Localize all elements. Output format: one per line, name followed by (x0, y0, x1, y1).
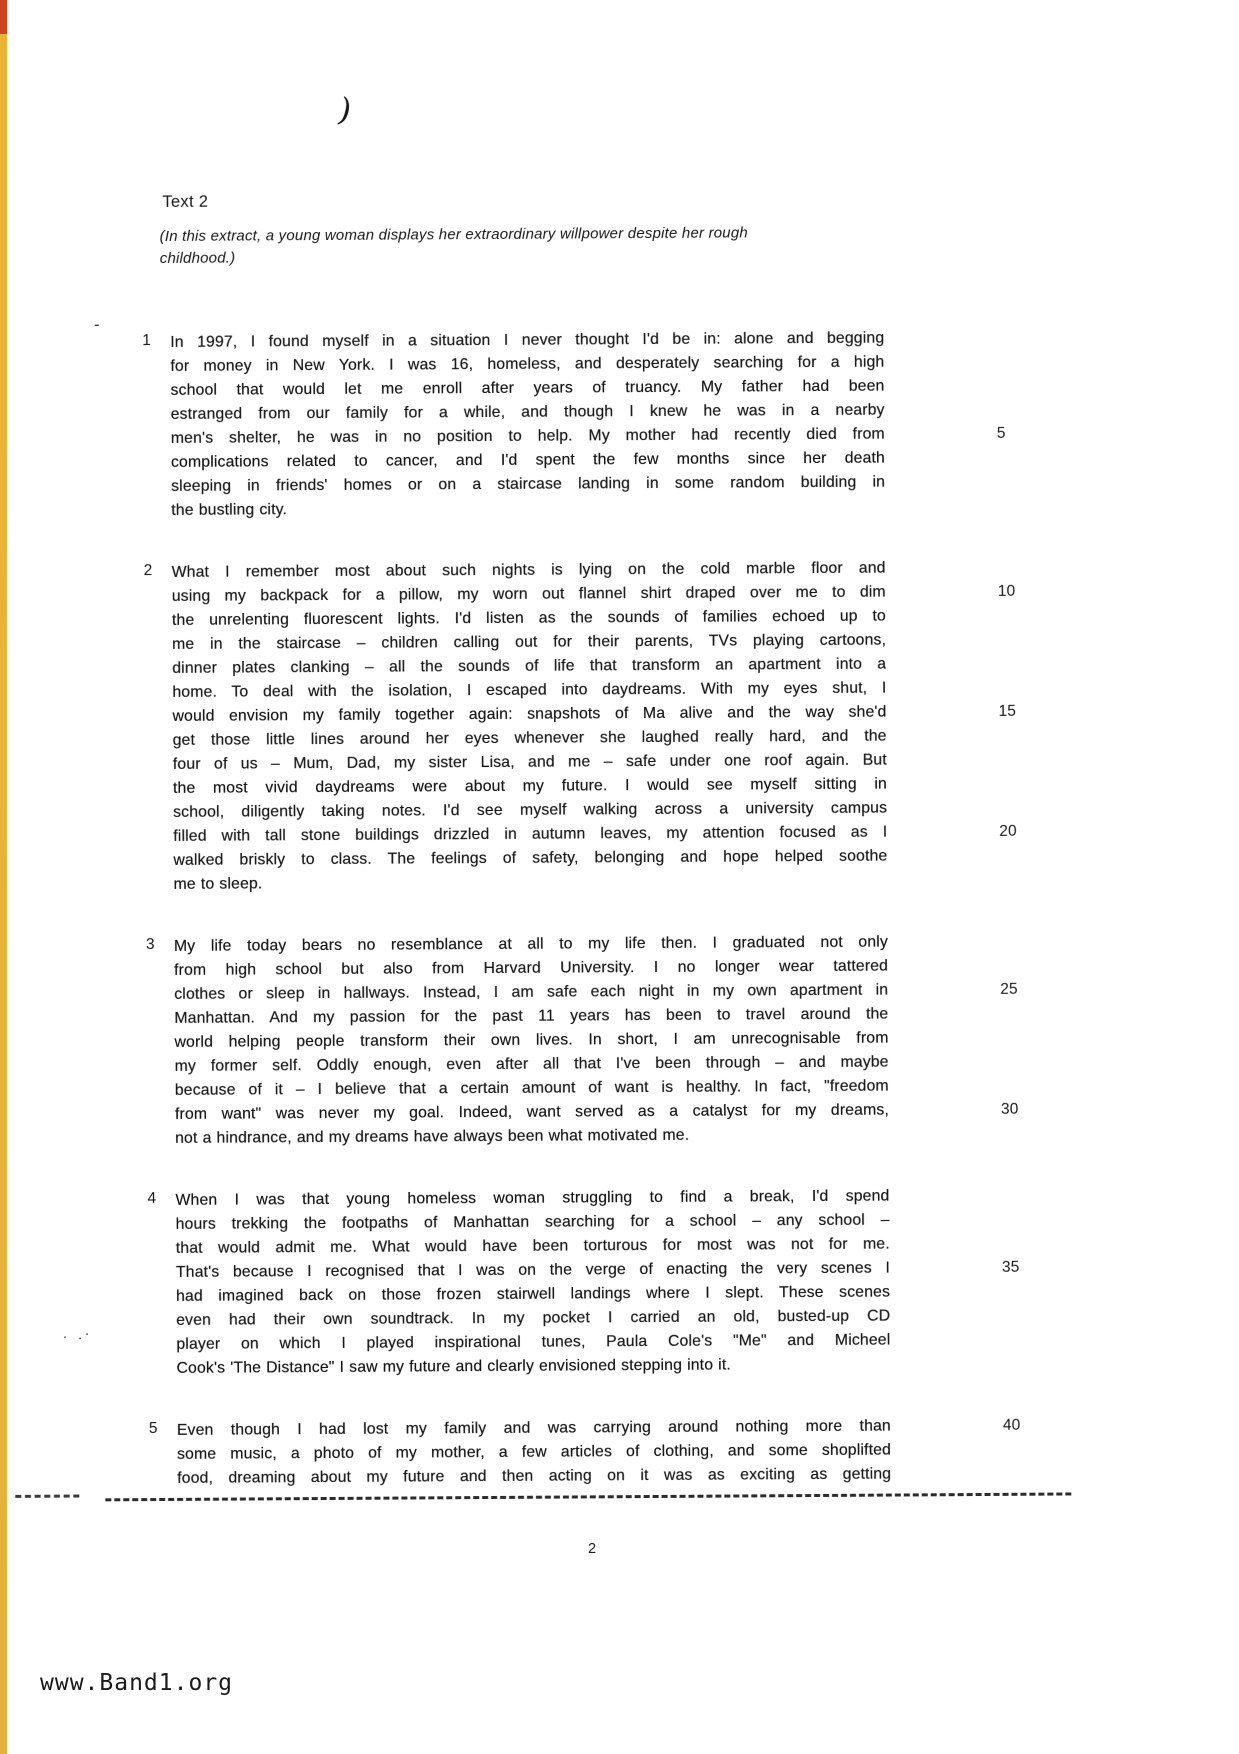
text-line: world helping people transform their own lives. In short, I am unrecognisable from (174, 1029, 889, 1051)
margin-line-number: 15 (998, 702, 1017, 720)
text-line: Manhattan. And my passion for the past 11 years has been to travel around the (174, 1005, 889, 1027)
text-line: player on which I played inspirational tunes, Paula Cole's "Me" and Micheel (176, 1331, 891, 1353)
text-line: the most vivid daydreams were about my future. I would see myself sitting in (172, 775, 888, 797)
paragraph (144, 556, 1046, 897)
paragraph-lines (175, 1185, 1020, 1381)
margin-line-number: 20 (999, 822, 1017, 840)
text-line: the unrelenting fluorescent lights. I'd listen as the sounds of families echoed up to (171, 607, 886, 629)
text-line: me in the staircase – children calling out for their parents, TVs playing cartoons, (172, 631, 887, 653)
stray-margin-dash: - (94, 316, 100, 334)
text-line: my former self. Oddly enough, even after all that I've been through – and maybe (174, 1053, 889, 1075)
passage-body (142, 326, 1049, 1529)
text-line: walked briskly to class. The feelings of safety, belonging and hope helped soothe (173, 847, 888, 869)
text-line: estranged from our family for a while, and though I knew he was in a nearby (170, 401, 885, 423)
paragraph-lines (176, 1415, 1021, 1491)
margin-line-number: 25 (1000, 980, 1018, 998)
margin-line-number: 35 (1001, 1258, 1020, 1276)
text-line: would envision my family together again: snapshots of Ma alive and the way she'd 15 (172, 701, 886, 729)
text-line: school, diligently taking notes. I'd see myself walking across a university campus (173, 799, 888, 821)
paragraph (142, 326, 1043, 523)
intro-line: childhood.) (159, 249, 236, 267)
margin-line-number: 30 (1000, 1100, 1019, 1118)
text-line: What I remember most about such nights is lying on the cold marble floor and (171, 559, 886, 581)
text-line: for money in New York. I was 16, homeless, and desperately searching for a high (170, 353, 885, 375)
text-line: from want" was never my goal. Indeed, want served as a catalyst for my dreams, 30 (175, 1099, 889, 1127)
paragraph-lines (171, 557, 1017, 897)
paragraph-lines (170, 327, 1006, 523)
text-line: school that would let me enroll after years of truancy. My father had been (170, 377, 885, 399)
margin-line-number: 40 (1002, 1416, 1021, 1434)
text-line: Cook's 'The Distance" I saw my future and clearly envisioned stepping into it. (176, 1356, 731, 1377)
page-title: Text 2 (162, 192, 209, 211)
stray-pen-mark: ) (334, 89, 356, 130)
text-line: That's because I recognised that I was on the verge of enacting the very scenes I 35 (176, 1257, 890, 1285)
text-line: dinner plates clanking – all the sounds of life that transform an apartment into a (172, 655, 887, 677)
text-line: get those little lines around her eyes whenever she laughed really hard, and the (172, 727, 887, 749)
paragraph-number: 1 (142, 332, 151, 350)
text-line: clothes or sleep in hallways. Instead, I am safe each night in my own apartment in 25 (174, 979, 888, 1007)
text-line: hours trekking the footpaths of Manhattan searching for a school – any school – (175, 1211, 890, 1233)
text-line: not a hindrance, and my dreams have always been what motivated me. (175, 1126, 690, 1147)
intro-text (160, 222, 749, 269)
paragraph-number: 4 (147, 1190, 157, 1208)
text-line: Even though I had lost my family and was carrying around nothing more than 40 (177, 1415, 891, 1443)
text-line: that would admit me. What would have been torturous for most was not for me. (175, 1235, 890, 1257)
paragraph (147, 1184, 1048, 1381)
intro-line: (In this extract, a young woman displays her extraordinary willpower despite her rough (159, 224, 748, 246)
text-line: food, dreaming about my future and then acting on it was as exciting as getting (177, 1465, 892, 1487)
paragraph-number: 3 (145, 936, 155, 954)
paragraph (146, 930, 1047, 1151)
watermark-url: www.Band1.org (40, 1670, 234, 1696)
cutoff-dashed-line-left (15, 1495, 79, 1498)
paragraph-lines (173, 931, 1019, 1151)
text-line: using my backpack for a pillow, my worn out flannel shirt draped over me to dim 10 (172, 581, 886, 609)
text-line: some music, a photo of my mother, a few articles of clothing, and some shoplifted (177, 1441, 892, 1463)
text-line: had imagined back on those frozen stairwell landings where I slept. These scenes (176, 1283, 891, 1305)
paragraph-number: 2 (143, 562, 153, 580)
text-line: sleeping in friends' homes or on a staircase landing in some random building in (171, 473, 886, 495)
page-number: 2 (588, 1541, 597, 1557)
margin-line-number: 5 (996, 424, 1006, 442)
paragraph-number: 5 (148, 1420, 158, 1438)
text-line: home. To deal with the isolation, I escaped into daydreams. With my eyes shut, I (172, 679, 887, 701)
stray-marks: · .· (61, 1324, 94, 1346)
text-line: from high school but also from Harvard University. I no longer wear tattered (174, 957, 889, 979)
text-line: filled with tall stone buildings drizzled in autumn leaves, my attention focused as I 20 (173, 821, 887, 849)
text-line: the bustling city. (171, 501, 288, 519)
paragraph (149, 1414, 1049, 1491)
text-line: In 1997, I found myself in a situation I never thought I'd be in: alone and begging (170, 329, 885, 351)
text-line: because of it – I believe that a certain amount of want is healthy. In fact, "freedom (174, 1077, 889, 1099)
margin-line-number: 10 (997, 582, 1016, 600)
text-line: me to sleep. (173, 875, 263, 893)
text-line: My life today bears no resemblance at all to my life then. I graduated not only (173, 933, 888, 955)
text-line: even had their own soundtrack. In my pocket I carried an old, busted-up CD (176, 1307, 891, 1329)
text-line: four of us – Mum, Dad, my sister Lisa, and me – safe under one roof again. But (172, 751, 887, 773)
text-line: When I was that young homeless woman struggling to find a break, I'd spend (175, 1187, 890, 1209)
text-line: men's shelter, he was in no position to help. My mother had recently died from 5 (171, 423, 885, 451)
text-line: complications related to cancer, and I'd spent the few months since her death (170, 449, 886, 471)
